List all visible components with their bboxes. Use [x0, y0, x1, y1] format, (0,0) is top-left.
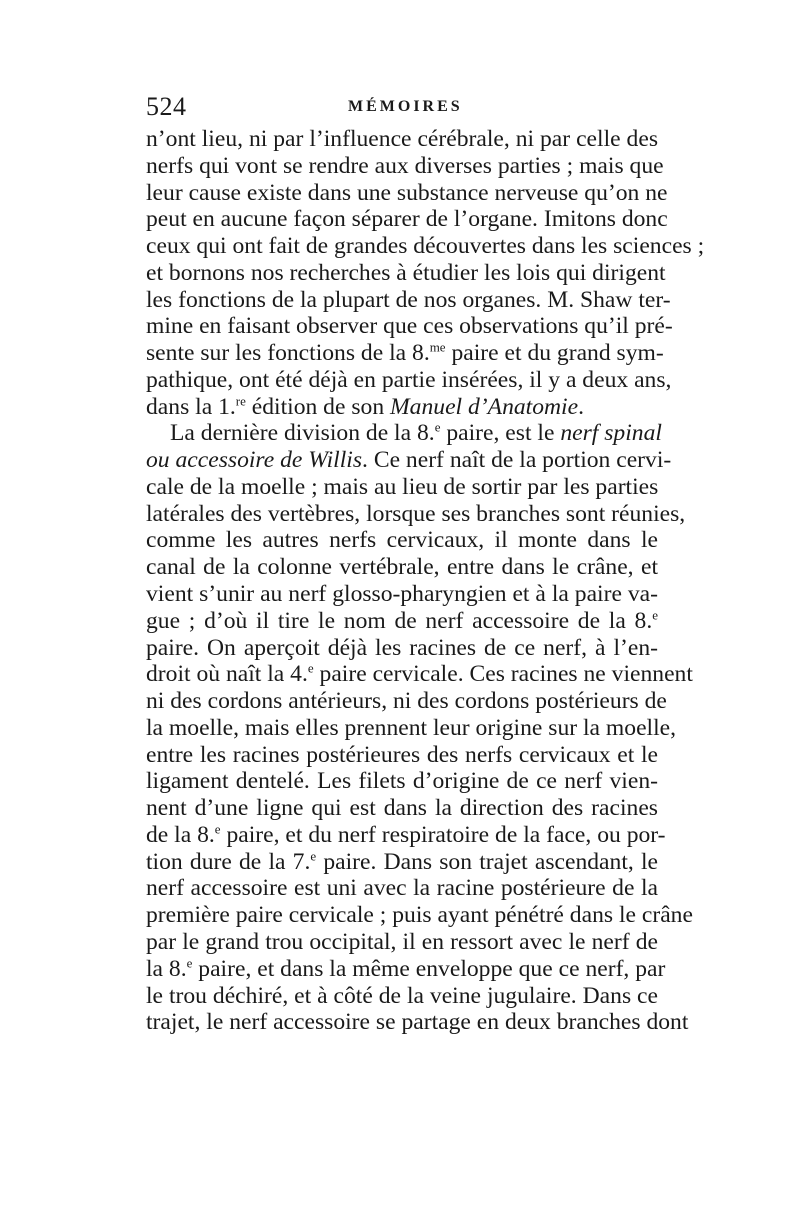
text-line [146, 795, 658, 822]
text-run: édition de son [245, 393, 391, 420]
text-run: . Ce nerf naît de la portion cervi- [362, 447, 672, 474]
text-run: La dernière division de la 8. [170, 420, 435, 447]
text-line [146, 635, 658, 662]
italic-text: nerf spinal [560, 420, 662, 447]
text-line [146, 902, 693, 929]
text-line [146, 206, 668, 233]
text-line [146, 714, 677, 742]
text-run: première paire cervicale ; puis ayant pénétré dans le crâne [146, 902, 693, 929]
text-line [146, 929, 658, 956]
text-line [146, 849, 658, 876]
ordinal-superscript: e [214, 821, 221, 837]
text-run: comme les autres nerfs cervicaux, il monte dans le [146, 527, 658, 554]
text-run: dans la 1. [146, 393, 236, 420]
text-run: et bornons nos recherches à étudier les lois qui dirigent [146, 259, 666, 286]
ordinal-superscript: e [307, 660, 314, 676]
text-run: les fonctions de la plupart de nos organes. M. Shaw ter- [146, 286, 671, 313]
ordinal-superscript: e [434, 420, 441, 435]
text-run: mine en faisant observer que ces observations qu’il pré- [146, 313, 673, 340]
text-line [146, 554, 658, 581]
italic-text: ou accessoire de Willis [146, 447, 363, 474]
text-run: latérales des vertèbres, lorsque ses branches sont réunies, [146, 500, 686, 527]
text-run: trajet, le nerf accessoire se partage en deux branches dont [146, 1009, 689, 1036]
text-run: sente sur les fonctions de la 8. [146, 340, 430, 367]
text-run: ceux qui ont fait de grandes découvertes dans les sciences ; [146, 233, 705, 260]
text-run: paire. Dans son trajet ascendant, le [316, 848, 658, 875]
text-line [146, 500, 686, 528]
text-line [146, 875, 658, 902]
text-run: cale de la moelle ; mais au lieu de sortir par les parties [146, 473, 659, 500]
text-run: de la 8. [146, 821, 215, 848]
text-line [146, 955, 666, 983]
text-run: leur cause existe dans une substance nerveuse qu’on ne [146, 179, 668, 206]
text-run: tion dure de la 7. [146, 848, 311, 875]
ordinal-superscript: e [310, 848, 317, 864]
text-run: pathique, ont été déjà en partie insérées, il y a deux ans, [146, 366, 672, 393]
text-line [146, 474, 658, 501]
text-run: paire et du grand sym- [445, 340, 664, 367]
text-line [146, 339, 664, 367]
text-line [146, 742, 658, 769]
text-run: ligament dentelé. Les filets d’origine de ce nerf vien- [146, 768, 658, 795]
text-run: gue ; d’où il tire le nom de nerf accessoire de la 8. [146, 607, 653, 634]
text-line [146, 126, 658, 153]
text-run: le trou déchiré, et à côté de la veine jugulaire. Dans ce [146, 982, 658, 1009]
text-line [146, 233, 705, 260]
text-line [146, 581, 658, 608]
text-line [146, 660, 693, 688]
running-title: MÉMOIRES [348, 98, 463, 115]
italic-text: Manuel d’Anatomie [390, 393, 579, 420]
text-line [146, 447, 672, 474]
text-run: peut en aucune façon séparer de l’organe. Imitons donc [146, 206, 668, 233]
text-run: la 8. [146, 955, 187, 982]
text-line [146, 983, 658, 1010]
text-line [146, 821, 666, 849]
ordinal-superscript: re [235, 393, 246, 409]
text-run: la moelle, mais elles prennent leur origine sur la moelle, [146, 714, 677, 741]
text-line [146, 527, 658, 554]
text-line [146, 608, 658, 635]
text-run: nerfs qui vont se rendre aux diverses parties ; mais que [146, 152, 664, 179]
ordinal-superscript: e [652, 607, 658, 623]
text-run: par le grand trou occipital, il en ressort avec le nerf de [146, 928, 658, 955]
body-text [146, 126, 705, 1036]
text-line [146, 768, 658, 795]
text-run: droit où naît la 4. [146, 661, 308, 688]
text-line [146, 259, 666, 287]
text-line [146, 286, 671, 314]
ordinal-superscript: e [186, 955, 193, 971]
text-run: paire, et du nerf respiratoire de la face, ou por- [220, 821, 666, 848]
text-run: paire, est le [440, 420, 561, 447]
text-run: vient s’unir au nerf glosso-pharyngien et à la paire va- [146, 581, 658, 608]
text-run: paire, et dans la même enveloppe que ce nerf, par [192, 955, 666, 982]
text-run: nerf accessoire est uni avec la racine postérieure de la [146, 875, 658, 902]
text-line [146, 688, 667, 715]
text-line [146, 394, 658, 421]
text-run: paire cervicale. Ces racines ne viennent [313, 661, 693, 688]
page-number: 524 [146, 92, 187, 121]
text-line [146, 179, 668, 207]
text-run: paire. On aperçoit déjà les racines de ce nerf, à l’en- [146, 634, 658, 661]
running-head [0, 92, 800, 122]
text-line [146, 366, 672, 394]
text-line [146, 152, 664, 180]
text-run: ni des cordons antérieurs, ni des cordons postérieurs de [146, 688, 667, 715]
ordinal-superscript: me [429, 339, 446, 355]
text-run: nent d’une ligne qui est dans la direction des racines [146, 795, 658, 822]
text-line [146, 420, 662, 447]
text-line [146, 313, 673, 340]
text-run: . [578, 393, 584, 420]
text-run: canal de la colonne vertébrale, entre dans le crâne, et [146, 554, 658, 581]
text-line [146, 1009, 689, 1036]
text-run: n’ont lieu, ni par l’influence cérébrale, ni par celle des [146, 126, 658, 152]
text-run: entre les racines postérieures des nerfs cervicaux et le [146, 741, 658, 768]
